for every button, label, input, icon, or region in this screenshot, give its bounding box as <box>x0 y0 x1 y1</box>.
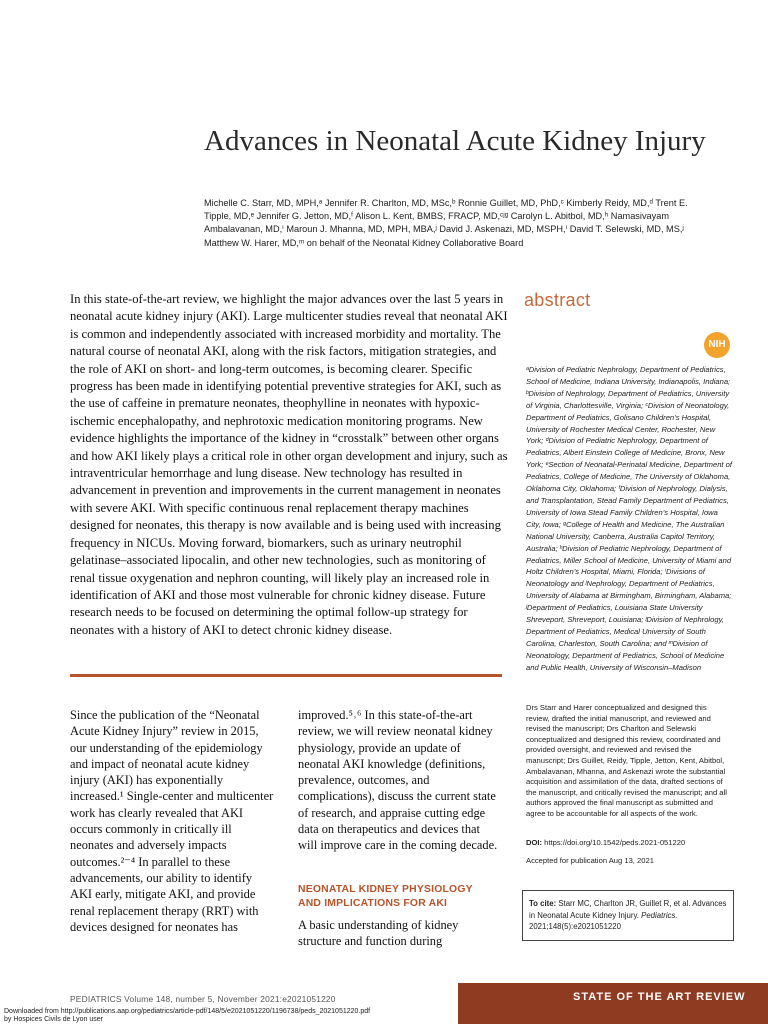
body-column-1: Since the publication of the “Neonatal Acute Kidney Injury” review in 2015, our understanding of the epidemiology and impact of neonatal acute kidney injury (AKI) has exponentially increased.¹ Single-center and multicenter work has clearly revealed that AKI occurs commonly in critically ill neonates and adversely impacts outcomes.²⁻⁴ In parallel to these advancements, our ability to identify AKI early, mitigate AKI, and provide renal replacement therapy (RRT) with devices designed for neonates has <box>70 708 274 934</box>
cite-label: To cite: <box>529 899 557 908</box>
cite-text: Starr MC, Charlton JR, Guillet R, et al. Advances in Neonatal Acute Kidney Injury. <box>529 899 727 920</box>
footer-band-label: STATE OF THE ART REVIEW <box>573 991 746 1003</box>
doi-line <box>526 838 732 847</box>
author-contributions: Drs Starr and Harer conceptualized and designed this review, drafted the initial manuscript, and reviewed and revised the manuscript; Drs Charlton and Selewski conceptualized and designed this review, coordinated and provided oversight, and reviewed and revised the manuscript; Drs Guillet, Reidy, Tipple, Jetton, Kent, Abitbol, Ambalavanan, Mhanna, and Askenazi wrote the substantial acquisition and assimilation of the data, drafted sections of the manuscript, and critically revised the manuscript; and all authors approved the final manuscript as submitted and agree to be accountable for all aspects of the work. <box>526 703 727 818</box>
article-title: Advances in Neonatal Acute Kidney Injury <box>204 125 706 157</box>
body-column-2: improved.⁵˒⁶ In this state-of-the-art review, we will review neonatal kidney physiology, provide an update of neonatal AKI knowledge (definitions, prevalence, outcomes, and complications), discuss the current state of research, and appraise cutting edge data on therapeutics and devices that will improve care in the coming decade. <box>298 708 498 853</box>
section-heading: NEONATAL KIDNEY PHYSIOLOGY AND IMPLICATIONS FOR AKI <box>298 884 473 909</box>
download-url[interactable]: Downloaded from http://publications.aap.org/pediatrics/article-pdf/148/5/e2021051220/1196738/peds_2021051220.pdf <box>4 1008 371 1015</box>
download-user: by Hospices Civils de Lyon user <box>4 1016 103 1023</box>
doi-link[interactable]: https://doi.org/10.1542/peds.2021-051220 <box>544 838 686 847</box>
accepted-date: Accepted for publication Aug 13, 2021 <box>526 856 654 865</box>
abstract-text: In this state-of-the-art review, we highlight the major advances over the last 5 years in neonatal acute kidney injury (AKI). Large multicenter studies reveal that neonatal AKI is common and independently associated with increased morbidity and mortality. The natural course of neonatal AKI, along with the risk factors, mitigation strategies, and the role of AKI on short- and long-term outcomes, is becoming clearer. Specific progress has been made in identifying potential preventive strategies for AKI, such as the use of caffeine in premature neonates, theophylline in neonates with hypoxic-ischemic encephalopathy, and nephrotoxic medication monitoring programs. New evidence highlights the importance of the kidney in “crosstalk” between other organs and how AKI likely plays a critical role in other organ development and injury, such as intraventricular hemorrhage and lung disease. New technology has resulted in advancement in prevention and improvements in the current management in neonates with severe AKI. With specific continuous renal replacement therapy machines designed for neonates, this therapy is now available and is being used with increasing frequency in NICUs. Moving forward, biomarkers, such as urinary neutrophil gelatinase–associated lipocalin, and other new technologies, such as monitoring of renal tissue oxygenation and nephron counting, will likely play an increased role in identification of AKI and those most vulnerable for chronic kidney disease. Future research needs to be focused on determining the optimal follow-up strategy for neonates with a history of AKI to detect chronic kidney disease. <box>70 292 508 637</box>
cite-journal: Pediatrics. <box>641 910 678 920</box>
abstract-label: abstract <box>524 290 591 310</box>
nih-badge-icon: NIH <box>704 332 730 358</box>
download-note <box>4 1008 370 1024</box>
footer-band <box>458 983 768 1024</box>
journal-footer: PEDIATRICS Volume 148, number 5, November 2021:e2021051220 <box>70 994 336 1004</box>
body-column-2-continued: A basic understanding of kidney structure and function during <box>298 918 459 949</box>
cite-ref: 2021;148(5):e2021051220 <box>529 922 621 932</box>
affiliations: ᵃDivision of Pediatric Nephrology, Department of Pediatrics, School of Medicine, Indiana University, Indianapolis, Indiana; ᵇDivision of Nephrology, Department of Pediatrics, University of Virginia, Charlottesville, Virginia; ᶜDivision of Neonatology, Department of Pediatrics, Golisano Children’s Hospital, University of Rochester Medical Center, Rochester, New York; ᵈDivision of Pediatric Nephrology, Department of Pediatrics, Albert Einstein College of Medicine, Bronx, New York; ᵉSection of Neonatal-Perinatal Medicine, Department of Pediatrics, College of Medicine, The University of Oklahoma, Oklahoma City, Oklahoma; ᶠDivision of Nephrology, Dialysis, and Transplantation, Stead Family Department of Pediatrics, University of Iowa Stead Family Children’s Hospital, Iowa City, Iowa; ᵍCollege of Health and Medicine, The Australian National University, Canberra, Australia Capitol Territory, Australia; ʰDivision of Pediatric Nephrology, Department of Pediatrics, Miller School of Medicine, University of Miami and Holtz Children’s Hospital, Miami, Florida; ⁱDivisions of Neonatology and ʲNephrology, Department of Pediatrics, University of Alabama at Birmingham, Birmingham, Alabama; ʲDepartment of Pediatrics, Louisiana State University Shreveport, Shreveport, Louisiana; ʲDivision of Nephrology, Department of Pediatrics, Medical University of South Carolina, Charleston, South Carolina; and ᵐDivision of Neonatology, Department of Pediatrics, School of Medicine and Public Health, University of Wisconsin–Madison <box>526 365 732 672</box>
doi-label: DOI: <box>526 838 543 847</box>
section-divider <box>70 674 502 677</box>
author-list: Michelle C. Starr, MD, MPH,ᵃ Jennifer R. Charlton, MD, MSc,ᵇ Ronnie Guillet, MD, PhD,ᶜ Kimberly Reidy, MD,ᵈ Trent E. Tipple, MD,ᵉ Jennifer G. Jetton, MD,ᶠ Alison L. Kent, BMBS, FRACP, MD,ᶜʲᵍ Carolyn L. Abitbol, MD,ʰ Namasivayam Ambalavanan, MD,ⁱ Maroun J. Mhanna, MD, MPH, MBA,ʲ David J. Askenazi, MD, MSPH,ⁱ David T. Selewski, MD, MS,ʲ Matthew W. Harer, MD,ᵐ on behalf of the Neonatal Kidney Collaborative Board <box>204 198 688 248</box>
citation-box <box>522 890 734 941</box>
